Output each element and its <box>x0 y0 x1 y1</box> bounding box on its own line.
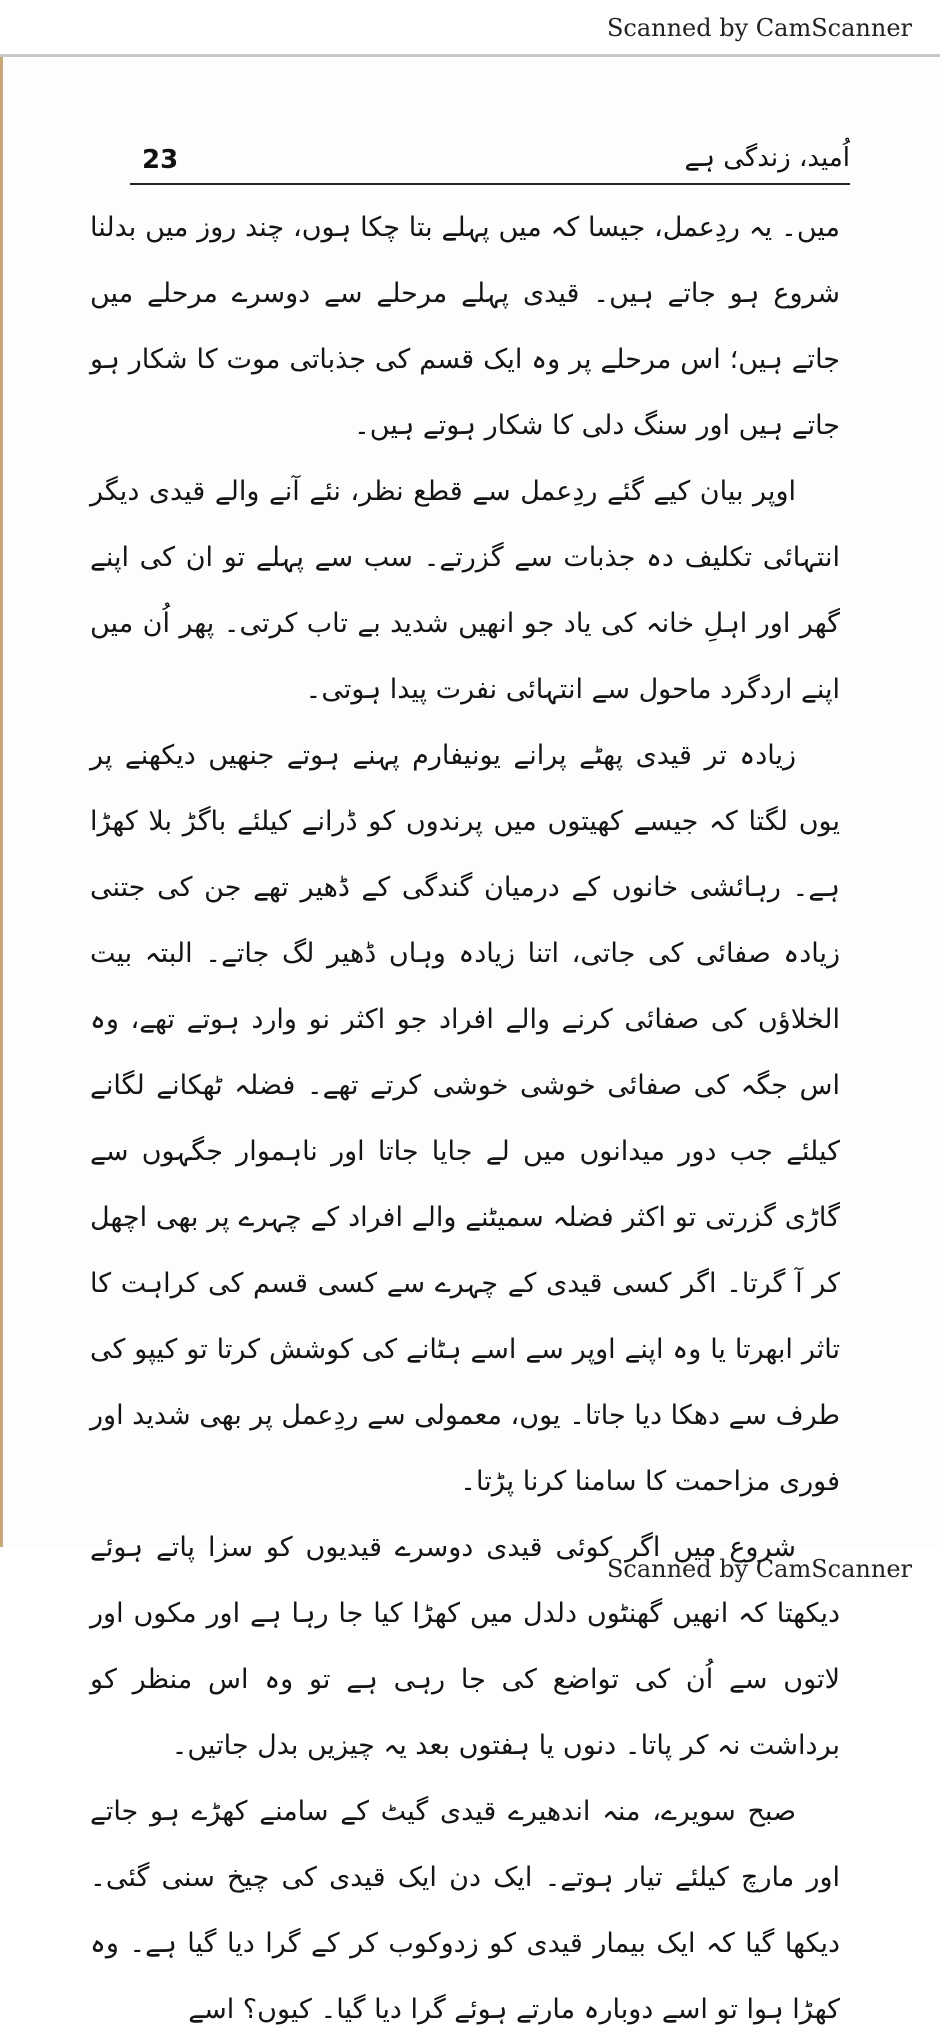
body-text <box>90 195 840 2043</box>
paragraph-1: میں۔ یہ ردِعمل، جیسا کہ میں پہلے بتا چکا ہوں، چند روز میں بدلنا شروع ہو جاتے ہیں۔ قیدی پہلے مرحلے سے دوسرے مرحلے میں جاتے ہیں؛ اس مرحلے پر وہ ایک قسم کی جذباتی موت کا شکار ہو جاتے ہیں اور سنگ دلی کا شکار ہوتے ہیں۔ <box>90 212 840 441</box>
paragraph-3: زیادہ تر قیدی پھٹے پرانے یونیفارم پہنے ہوتے جنھیں دیکھنے پر یوں لگتا کہ جیسے کھیتوں میں پرندوں کو ڈرانے کیلئے باگڑ بلا کھڑا ہے۔ رہائشی خانوں کے درمیان گندگی کے ڈھیر تھے جن کی جتنی زیادہ صفائی کی جاتی، اتنا زیادہ وہاں ڈھیر لگ جاتے۔ البتہ بیت الخلاؤں کی صفائی کرنے والے افراد جو اکثر نو وارد ہوتے تھے، وہ اس جگہ کی صفائی خوشی خوشی کرتے تھے۔ فضلہ ٹھکانے لگانے کیلئے جب دور میدانوں میں لے جایا جاتا اور ناہموار جگہوں سے گاڑی گزرتی تو اکثر فضلہ سمیٹنے والے افراد کے چہرے پر بھی اچھل کر آ گرتا۔ اگر کسی قیدی کے چہرے سے کسی قسم کی کراہت کا تاثر ابھرتا یا وہ اپنے اوپر سے اسے ہٹانے کی کوشش کرتا تو کیپو کی طرف سے دھکا دیا جاتا۔ یوں، معمولی سے ردِعمل پر بھی شدید اور فوری مزاحمت کا سامنا کرنا پڑتا۔ <box>90 740 840 1497</box>
paragraph-5: صبح سویرے، منہ اندھیرے قیدی گیٹ کے سامنے کھڑے ہو جاتے اور مارچ کیلئے تیار ہوتے۔ ایک دن ایک قیدی کی چیخ سنی گئی۔ دیکھا گیا کہ ایک بیمار قیدی کو زدوکوب کر کے گرا دیا گیا ہے۔ وہ کھڑا ہوا تو اسے دوبارہ مارتے ہوئے گرا دیا گیا۔ کیوں؟ اسے <box>90 1796 840 2025</box>
watermark-top: Scanned by CamScanner <box>606 14 912 42</box>
header-rule <box>130 183 850 185</box>
page-header <box>130 145 850 185</box>
watermark-bottom: Scanned by CamScanner <box>606 1555 912 1583</box>
running-title: اُمید، زندگی ہے <box>684 143 850 173</box>
page-number: 23 <box>142 145 179 175</box>
paragraph-4: شروع میں اگر کوئی قیدی دوسرے قیدیوں کو سزا پاتے ہوئے دیکھتا کہ انھیں گھنٹوں دلدل میں کھڑا کیا جا رہا ہے اور مکوں اور لاتوں سے اُن کی تواضع کی جا رہی ہے تو وہ اس منظر کو برداشت نہ کر پاتا۔ دنوں یا ہفتوں بعد یہ چیزیں بدل جاتیں۔ <box>90 1532 840 1761</box>
paragraph-2: اوپر بیان کیے گئے ردِعمل سے قطع نظر، نئے آنے والے قیدی دیگر انتہائی تکلیف دہ جذبات سے گزرتے۔ سب سے پہلے تو ان کی اپنے گھر اور اہلِ خانہ کی یاد جو انھیں شدید بے تاب کرتی۔ پھر اُن میں اپنے اردگرد ماحول سے انتہائی نفرت پیدا ہوتی۔ <box>90 476 840 705</box>
